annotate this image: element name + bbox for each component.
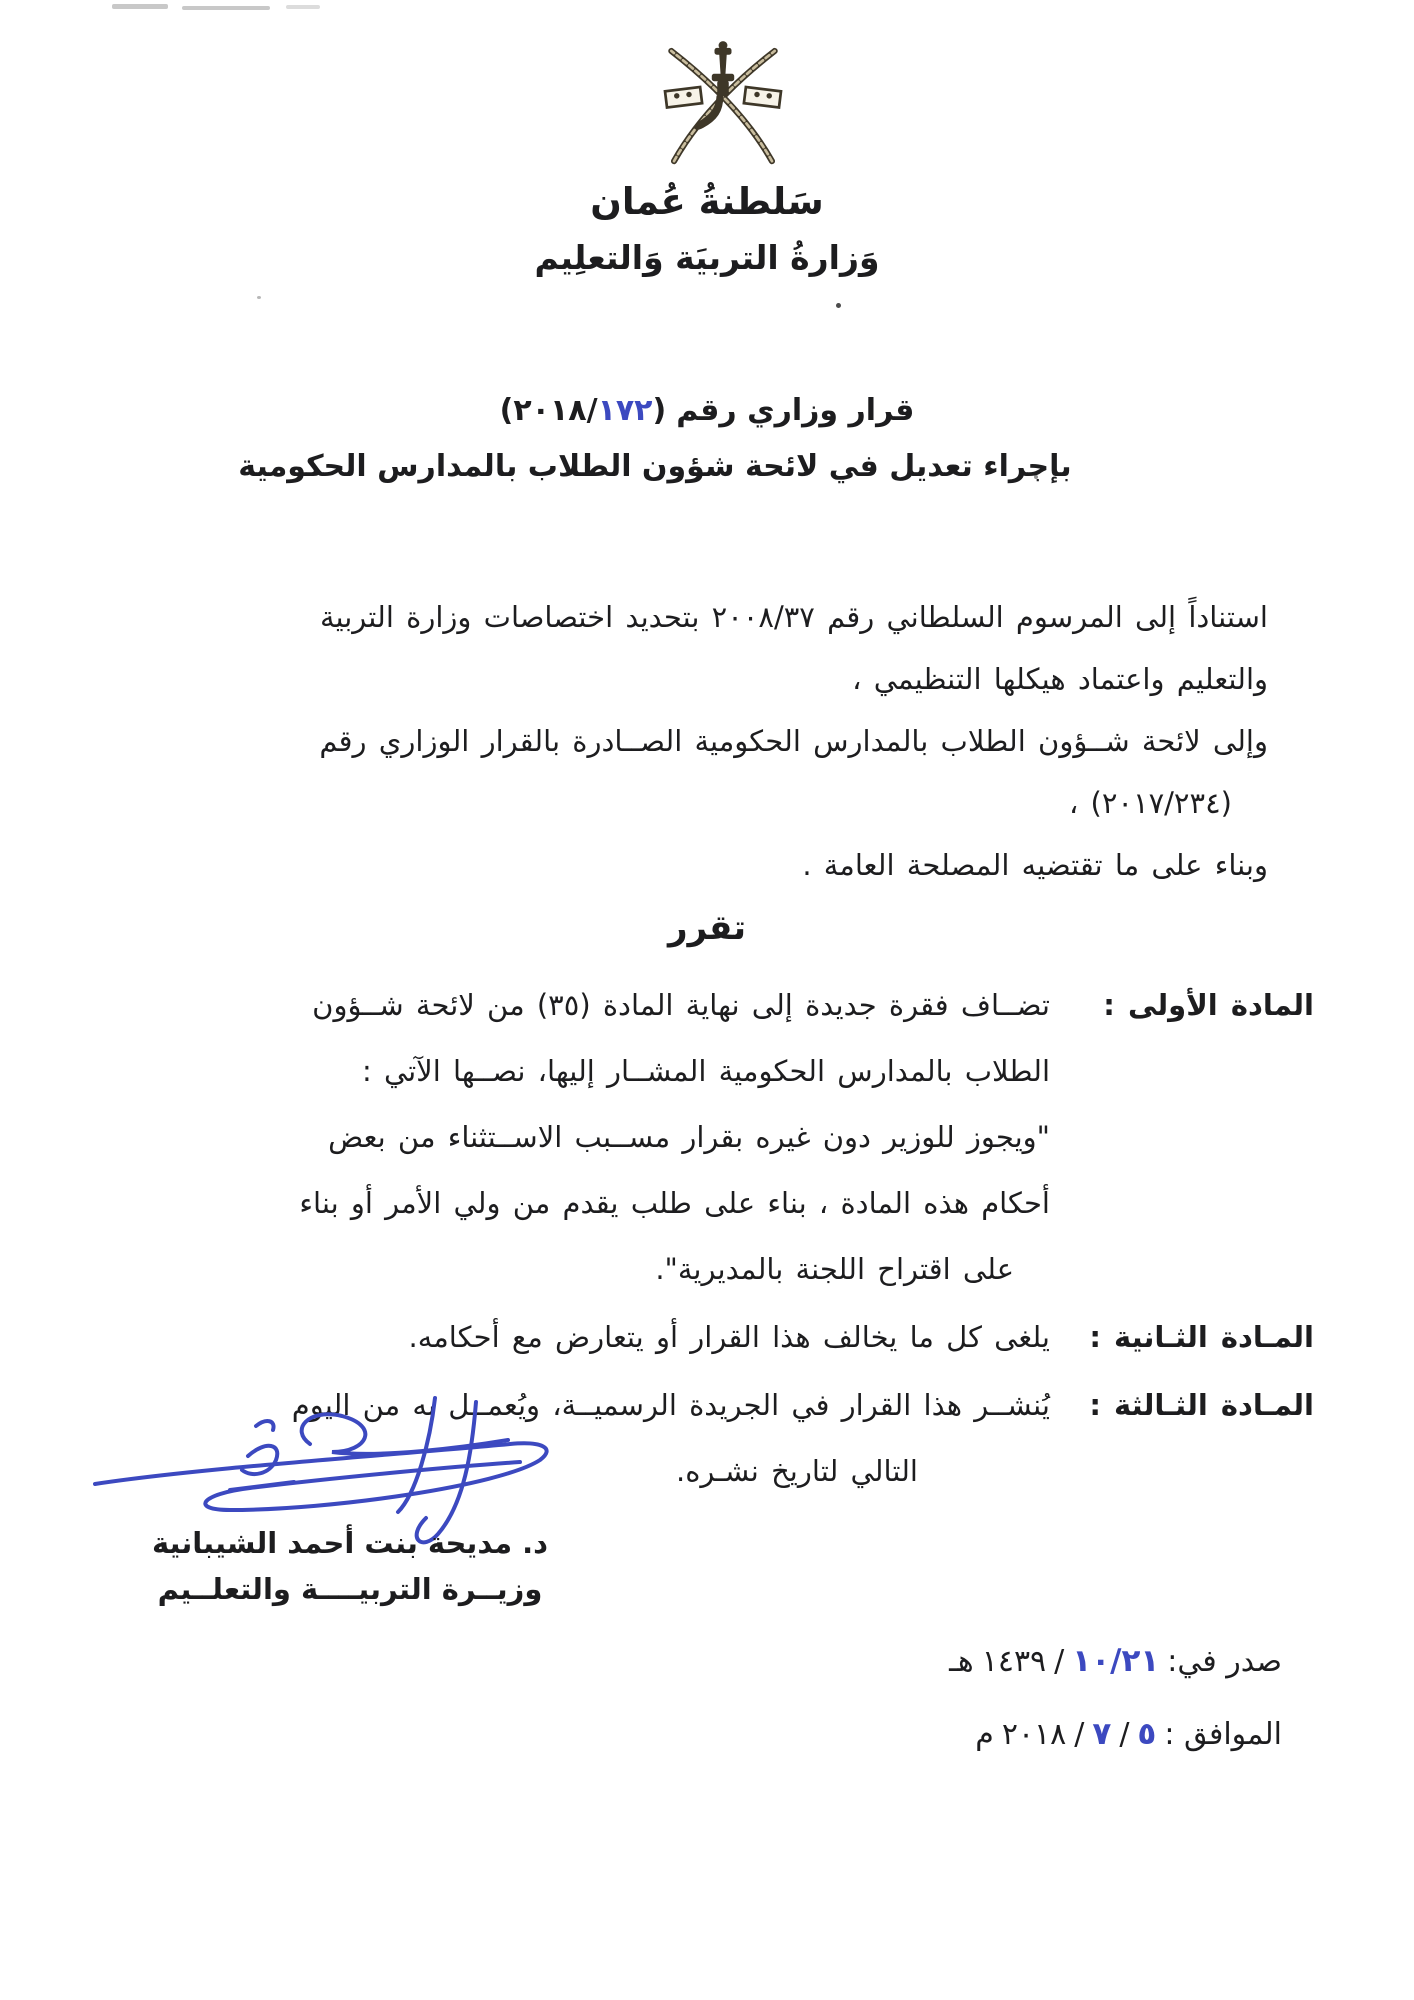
oman-emblem-graphic <box>655 40 791 166</box>
scan-artifact <box>112 4 168 9</box>
preamble-line: والتعليم واعتماد هيكلها التنظيمي ، <box>852 662 1268 696</box>
article-line: على اقتراح اللجنة بالمديرية". <box>655 1252 1014 1286</box>
scan-speck <box>257 296 261 299</box>
date-issued-handwritten: ١٠ / ٢١ <box>1072 1643 1160 1679</box>
article-line: التالي لتاريخ نشـره. <box>676 1454 918 1488</box>
article-body <box>84 1304 1050 1370</box>
article-line: يُنشــر هذا القرار في الجريدة الرسميــة، ويُعمــل به من اليوم <box>291 1388 1050 1422</box>
date-issued-era: هـ <box>949 1644 974 1679</box>
decree-title-block <box>0 383 1414 495</box>
date-issued-label: صدر في: <box>1167 1644 1282 1679</box>
date-gregorian-year: ٢٠١٨ <box>1001 1717 1067 1752</box>
date-gregorian-era: م <box>975 1717 994 1752</box>
preamble-line: وإلى لائحة شــؤون الطلاب بالمدارس الحكومية الصــادرة بالقرار الوزاري رقم <box>319 724 1268 758</box>
date-gregorian-month-handwritten: ٧ <box>1092 1716 1112 1752</box>
decree-number-handwritten: ١٧٢ <box>597 393 653 428</box>
date-gregorian-slash: / <box>1074 1717 1085 1752</box>
signatory-block <box>110 1520 590 1612</box>
article-one <box>84 972 1314 1302</box>
decree-number-line <box>0 383 1414 439</box>
article-two <box>84 1304 1314 1370</box>
date-gregorian-slash: / <box>1119 1717 1130 1752</box>
preamble-line: (٢٠١٧/٢٣٤) ، <box>1068 786 1232 820</box>
preamble-line: استناداً إلى المرسوم السلطاني رقم ٢٠٠٨/٣٧ بتحديد اختصاصات وزارة التربية <box>319 600 1268 634</box>
ministry-name: وَزارةُ التربيَة وَالتعلِيم <box>534 238 880 277</box>
date-issued-year: ١٤٣٩ <box>981 1644 1047 1679</box>
decree-number: ( ٢٠١٨ / ١٧٢ ) <box>500 383 667 439</box>
article-line: تضــاف فقرة جديدة إلى نهاية المادة (٣٥) من لائحة شــؤون <box>312 988 1050 1022</box>
decree-subject: بإجراء تعديل في لائحة شؤون الطلاب بالمدارس الحكومية <box>238 449 1072 484</box>
decree-title-prefix: قرار وزاري رقم <box>676 393 915 428</box>
oman-emblem <box>655 40 791 166</box>
dates-block <box>949 1638 1282 1784</box>
date-gregorian-day-handwritten: ٥ <box>1137 1716 1157 1752</box>
article-line: يلغى كل ما يخالف هذا القرار أو يتعارض مع أحكامه. <box>408 1320 1050 1354</box>
scan-speck <box>836 303 841 308</box>
signatory-title: وزيــرة التربيــــة والتعلــيم <box>157 1572 543 1606</box>
date-issued-hijri <box>949 1638 1282 1685</box>
article-line: أحكام هذه المادة ، بناء على طلب يقدم من ولي الأمر أو بناء <box>299 1186 1050 1220</box>
date-gregorian-label: الموافق : <box>1164 1717 1282 1752</box>
scan-artifact <box>286 5 320 9</box>
article-body <box>84 972 1050 1302</box>
date-gregorian <box>949 1711 1282 1758</box>
decision-heading: تقرر <box>668 908 746 948</box>
preamble-line: وبناء على ما تقتضيه المصلحة العامة . <box>802 848 1268 882</box>
preamble <box>100 586 1268 896</box>
country-name: سَلطنةُ عُمان <box>590 180 824 223</box>
article-line: "ويجوز للوزير دون غيره بقرار مســبب الاســتثناء من بعض <box>328 1120 1050 1154</box>
scan-artifact <box>182 6 270 10</box>
article-line: الطلاب بالمدارس الحكومية المشــار إليها، نصــها الآتي : <box>361 1054 1050 1088</box>
article-label: المـادة الثـانية : <box>1089 1320 1314 1354</box>
signatory-name: د. مديحة بنت أحمد الشيبانية <box>151 1526 549 1560</box>
article-label: المادة الأولى : <box>1103 988 1314 1022</box>
date-issued-slash: / <box>1054 1644 1065 1679</box>
article-label: المـادة الثـالثة : <box>1089 1388 1314 1422</box>
